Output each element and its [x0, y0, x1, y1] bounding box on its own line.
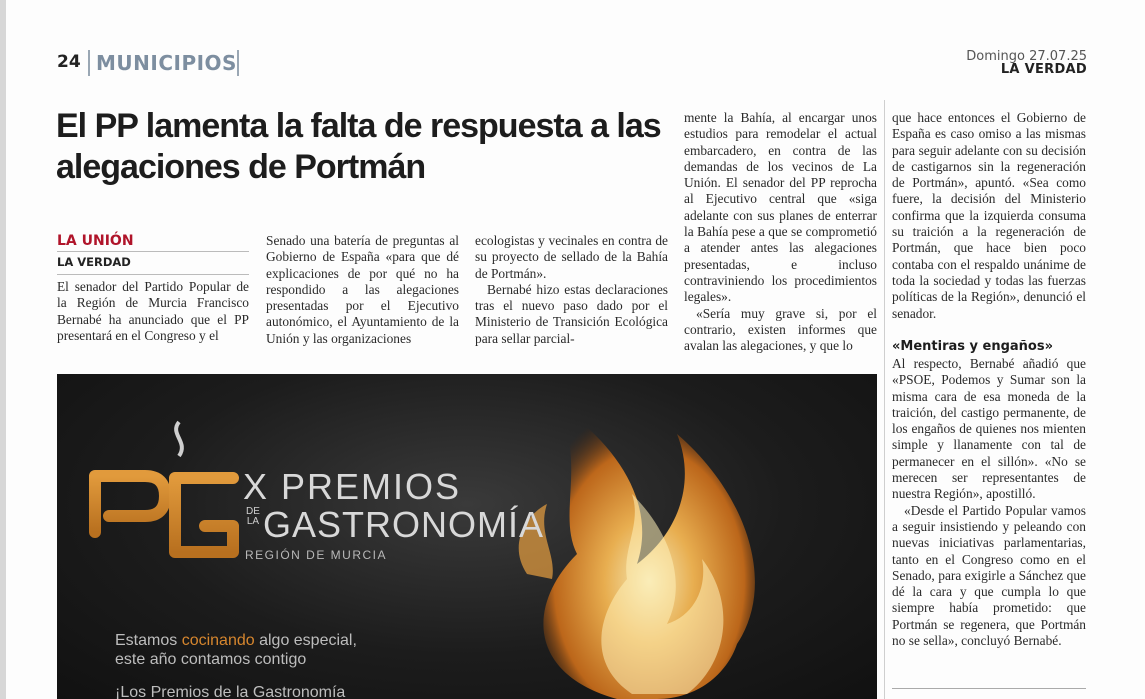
ad-tagline-1-highlight: cocinando — [181, 632, 255, 649]
logo-p-shape — [95, 476, 165, 532]
advertisement — [57, 374, 877, 699]
paragraph: «Sería muy grave si, por el contrario, existen informes que avalan las alegaciones, y que lo — [684, 305, 877, 354]
ad-tagline-3: ¡Los Premios de la Gastronomía — [115, 684, 346, 699]
paragraph: mente la Bahía, al encargar unos estudios para remodelar el actual embarcadero, en contra de las demandas de los vecinos de La Unión. El senador del PP reprocha al Ejecutivo central que «siga adelante con sus planes de enterrar la Bahía pese a que se comprometió a atender antes las alegaciones presentadas, e incluso contraviniendo los procedimientos legales». — [684, 110, 877, 305]
article-column-5 — [892, 110, 1086, 322]
byline-rule-bottom — [57, 274, 249, 275]
ad-tagline-1-a: Estamos — [115, 632, 182, 649]
byline-rule-top — [57, 251, 249, 252]
paragraph: El senador del Partido Popular de la Región de Murcia Francisco Bernabé ha anunciado que el PP presentará en el Congreso y el — [57, 279, 249, 343]
article-column-5-continued — [892, 356, 1086, 649]
page-number: 24 — [57, 52, 81, 72]
paragraph: ecologistas y vecinales en contra de su proyecto de sellado de la Bahía de Portmán». — [475, 233, 668, 281]
ad-tagline-1-b: algo especial, — [254, 632, 357, 649]
section-divider-right — [237, 50, 239, 76]
article-headline: El PP lamenta la falta de respuesta a las alegaciones de Portmán — [56, 107, 661, 186]
article-column-1 — [57, 279, 249, 344]
ad-region: REGIÓN DE MURCIA — [245, 548, 388, 562]
page-edge-shadow — [0, 0, 6, 699]
issue-date: Domingo 27.07.25 — [966, 49, 1087, 64]
article-column-2 — [266, 233, 459, 347]
logo-g-shape — [175, 478, 233, 552]
ad-title-gastronomia: GASTRONOMÍA — [263, 504, 545, 545]
article-column-4 — [684, 110, 877, 354]
flame-graphic — [519, 404, 755, 699]
ad-tagline-2: este año contamos contigo — [115, 651, 307, 668]
section-divider-left — [88, 50, 90, 76]
newspaper-name: LA VERDAD — [1000, 62, 1087, 77]
article-author: LA VERDAD — [57, 255, 131, 269]
ad-tagline-1 — [115, 632, 357, 650]
ad-title-de-la: DE LA — [246, 506, 260, 527]
section-title: MUNICIPIOS — [96, 51, 237, 75]
article-location: LA UNIÓN — [57, 233, 134, 249]
column-divider — [884, 100, 885, 699]
article-subheading: «Mentiras y engaños» — [892, 339, 1053, 354]
paragraph: que hace entonces el Gobierno de España es caso omiso a las mismas para seguir adelante con su decisión de castigarnos sin la regeneración de Portmán», apuntó. «Sea como fuere, la decisión del Ministerio confirma que la izquierda consuma su traición a la regeneración de Portmán, que hace bien poco contaba con el respaldo unánime de toda la sociedad y todas las fuerzas políticas de la Región», denunció el senador. — [892, 110, 1086, 321]
article-column-3 — [475, 233, 668, 347]
article-end-rule — [892, 688, 1086, 689]
paragraph: Al respecto, Bernabé añadió que «PSOE, Podemos y Sumar son la misma cara de esa moneda de la traición, del castigo permanente, de los engaños de quienes nos mienten simple y llanamente con tal de permanecer en el sillón». «No se merecen ser representantes de nuestra Región», apostilló. — [892, 356, 1086, 502]
paragraph: Senado una batería de preguntas al Gobierno de España «para que dé explicaciones de por qué no ha respondido a las alegaciones presentadas por el Ejecutivo autonómico, el Ayuntamiento de la Unión y las organizaciones — [266, 233, 459, 346]
paragraph: Bernabé hizo estas declaraciones tras el nuevo paso dado por el Ministerio de Transición Ecológica para sellar parcial- — [475, 281, 668, 346]
steam-icon — [176, 422, 182, 456]
ad-title-x-premios: X PREMIOS — [243, 466, 462, 507]
paragraph: «Desde el Partido Popular vamos a seguir insistiendo y peleando con nuevas iniciativas parlamentarias, tanto en el Congreso como en el Senado, para exigirle a Sánchez que dé la cara y que cumpla lo que siempre había prometido: que Portmán se regenera, que Portmán no se sella», concluyó Bernabé. — [892, 502, 1086, 649]
